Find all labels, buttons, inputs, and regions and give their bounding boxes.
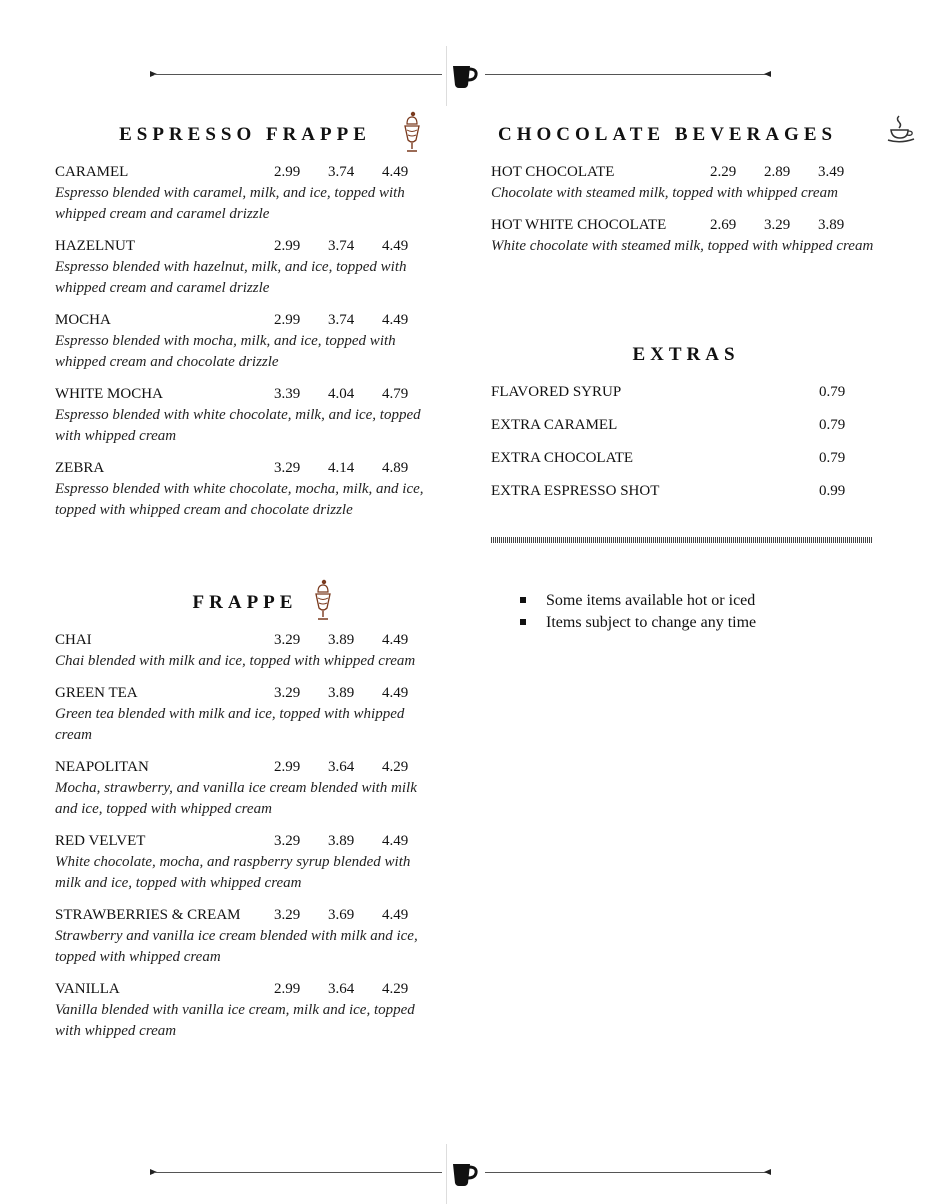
section-title: FRAPPE: [192, 592, 298, 613]
section-title: CHOCOLATE BEVERAGES: [498, 124, 838, 145]
note-text: Some items available hot or iced: [546, 592, 756, 609]
extra-price: 0.79: [819, 417, 846, 433]
section-heading: [491, 344, 881, 384]
extra-name: EXTRA CHOCOLATE: [491, 450, 634, 466]
menu-list: [491, 162, 881, 257]
extra-price: 0.79: [819, 384, 846, 400]
price-small: 2.99: [274, 759, 301, 775]
price-medium: 3.69: [328, 907, 355, 923]
espresso-frappe-section: [55, 124, 435, 532]
bottom-divider: [150, 1158, 775, 1188]
price-large: 3.49: [818, 164, 845, 180]
price-large: 4.49: [382, 632, 409, 648]
price-small: 2.99: [274, 164, 301, 180]
item-description: White chocolate with steamed milk, topped with whipped cream: [491, 238, 874, 254]
item-description: Espresso blended with caramel, milk, and ice, topped with whipped cream and caramel drizzle: [55, 185, 405, 222]
price-small: 3.29: [274, 907, 301, 923]
menu-item-row: [55, 236, 435, 257]
ice-cream-drink-icon: [402, 110, 422, 154]
item-description: Vanilla blended with vanilla ice cream, milk and ice, topped with whipped cream: [55, 1002, 415, 1039]
item-name: STRAWBERRIES & CREAM: [55, 907, 241, 923]
menu-item-row: [55, 683, 435, 704]
extra-item: [491, 450, 881, 483]
section-heading: [55, 592, 435, 630]
menu-item: [55, 384, 435, 447]
extra-item: [491, 384, 881, 417]
top-divider: [150, 60, 775, 90]
coffee-cup-icon: [449, 60, 479, 90]
extra-name: EXTRA CARAMEL: [491, 417, 618, 433]
item-description: Espresso blended with white chocolate, milk, and ice, topped with whipped cream: [55, 407, 421, 444]
item-name: RED VELVET: [55, 833, 146, 849]
price-large: 4.49: [382, 833, 409, 849]
menu-item-row: [55, 979, 435, 1000]
price-small: 3.29: [274, 685, 301, 701]
price-large: 4.49: [382, 685, 409, 701]
menu-item-row: [55, 905, 435, 926]
price-large: 4.49: [382, 312, 409, 328]
item-description: Espresso blended with mocha, milk, and ice, topped with whipped cream and chocolate drizzle: [55, 333, 396, 370]
item-name: CARAMEL: [55, 164, 129, 180]
extra-name: EXTRA ESPRESSO SHOT: [491, 483, 660, 499]
chocolate-beverages-section: [491, 124, 881, 268]
item-description: Green tea blended with milk and ice, topped with whipped cream: [55, 706, 405, 743]
price-small: 3.29: [274, 460, 301, 476]
note-item: [520, 590, 756, 612]
item-name: CHAI: [55, 632, 92, 648]
extra-item: [491, 483, 881, 516]
price-small: 3.39: [274, 386, 301, 402]
menu-item: [55, 310, 435, 373]
price-medium: 3.74: [328, 164, 355, 180]
item-name: HOT CHOCOLATE: [491, 164, 615, 180]
menu-item: [491, 162, 881, 204]
price-medium: 4.14: [328, 460, 355, 476]
section-heading: [55, 124, 435, 162]
item-name: MOCHA: [55, 312, 111, 328]
menu-item: [55, 683, 435, 746]
dotted-separator: [491, 537, 873, 543]
menu-item: [55, 905, 435, 968]
item-description: Chai blended with milk and ice, topped with whipped cream: [55, 653, 416, 669]
menu-item-row: [55, 384, 435, 405]
bullet-icon: [520, 597, 526, 603]
price-medium: 4.04: [328, 386, 355, 402]
price-small: 2.99: [274, 238, 301, 254]
coffee-cup-icon: [449, 1158, 479, 1188]
menu-item: [55, 757, 435, 820]
extra-name: FLAVORED SYRUP: [491, 384, 622, 400]
price-small: 2.99: [274, 312, 301, 328]
menu-item-row: [55, 757, 435, 778]
price-large: 4.89: [382, 460, 409, 476]
ice-cream-drink-icon: [313, 578, 333, 622]
price-large: 4.79: [382, 386, 409, 402]
menu-item-row: [55, 630, 435, 651]
price-medium: 3.89: [328, 685, 355, 701]
price-small: 2.29: [710, 164, 737, 180]
section-title: EXTRAS: [632, 344, 740, 365]
item-description: Mocha, strawberry, and vanilla ice cream blended with milk and ice, topped with whipped cream: [55, 780, 417, 817]
item-description: Chocolate with steamed milk, topped with whipped cream: [491, 185, 838, 201]
item-name: GREEN TEA: [55, 685, 138, 701]
price-medium: 3.64: [328, 759, 355, 775]
item-description: Strawberry and vanilla ice cream blended with milk and ice, topped with whipped cream: [55, 928, 418, 965]
menu-item: [55, 831, 435, 894]
section-title: ESPRESSO FRAPPE: [119, 124, 371, 145]
extras-list: [491, 384, 881, 516]
note-text: Items subject to change any time: [546, 614, 757, 631]
price-small: 2.99: [274, 981, 301, 997]
item-description: White chocolate, mocha, and raspberry syrup blended with milk and ice, topped with whipped cream: [55, 854, 411, 891]
item-name: ZEBRA: [55, 460, 105, 476]
menu-item-row: [491, 215, 881, 236]
price-medium: 3.74: [328, 238, 355, 254]
notes-list: [520, 590, 756, 634]
menu-item-row: [55, 458, 435, 479]
menu-list: [55, 630, 435, 1042]
note-item: [520, 612, 756, 634]
price-medium: 3.64: [328, 981, 355, 997]
item-name: HAZELNUT: [55, 238, 135, 254]
price-small: 3.29: [274, 833, 301, 849]
menu-item: [55, 236, 435, 299]
item-name: WHITE MOCHA: [55, 386, 163, 402]
price-large: 4.49: [382, 907, 409, 923]
item-name: VANILLA: [55, 981, 120, 997]
menu-item-row: [55, 310, 435, 331]
bullet-icon: [520, 619, 526, 625]
extra-item: [491, 417, 881, 450]
price-small: 2.69: [710, 217, 737, 233]
hot-cup-icon: [886, 114, 916, 144]
menu-item: [55, 630, 435, 672]
item-name: HOT WHITE CHOCOLATE: [491, 217, 667, 233]
item-description: Espresso blended with white chocolate, mocha, milk, and ice, topped with whipped cream and chocolate drizzle: [55, 481, 424, 518]
menu-item-row: [55, 831, 435, 852]
price-large: 4.29: [382, 759, 409, 775]
menu-item: [491, 215, 881, 257]
price-large: 3.89: [818, 217, 845, 233]
menu-item: [55, 979, 435, 1042]
price-large: 4.49: [382, 238, 409, 254]
price-medium: 2.89: [764, 164, 791, 180]
menu-item: [55, 162, 435, 225]
menu-item: [55, 458, 435, 521]
extras-section: [491, 344, 881, 516]
frappe-section: [55, 592, 435, 1053]
extra-price: 0.79: [819, 450, 846, 466]
price-medium: 3.89: [328, 632, 355, 648]
menu-list: [55, 162, 435, 521]
menu-item-row: [491, 162, 881, 183]
price-medium: 3.29: [764, 217, 791, 233]
item-name: NEAPOLITAN: [55, 759, 149, 775]
price-large: 4.29: [382, 981, 409, 997]
item-description: Espresso blended with hazelnut, milk, and ice, topped with whipped cream and caramel drizzle: [55, 259, 407, 296]
section-heading: [498, 124, 888, 162]
price-large: 4.49: [382, 164, 409, 180]
menu-item-row: [55, 162, 435, 183]
price-medium: 3.89: [328, 833, 355, 849]
price-small: 3.29: [274, 632, 301, 648]
extra-price: 0.99: [819, 483, 846, 499]
price-medium: 3.74: [328, 312, 355, 328]
